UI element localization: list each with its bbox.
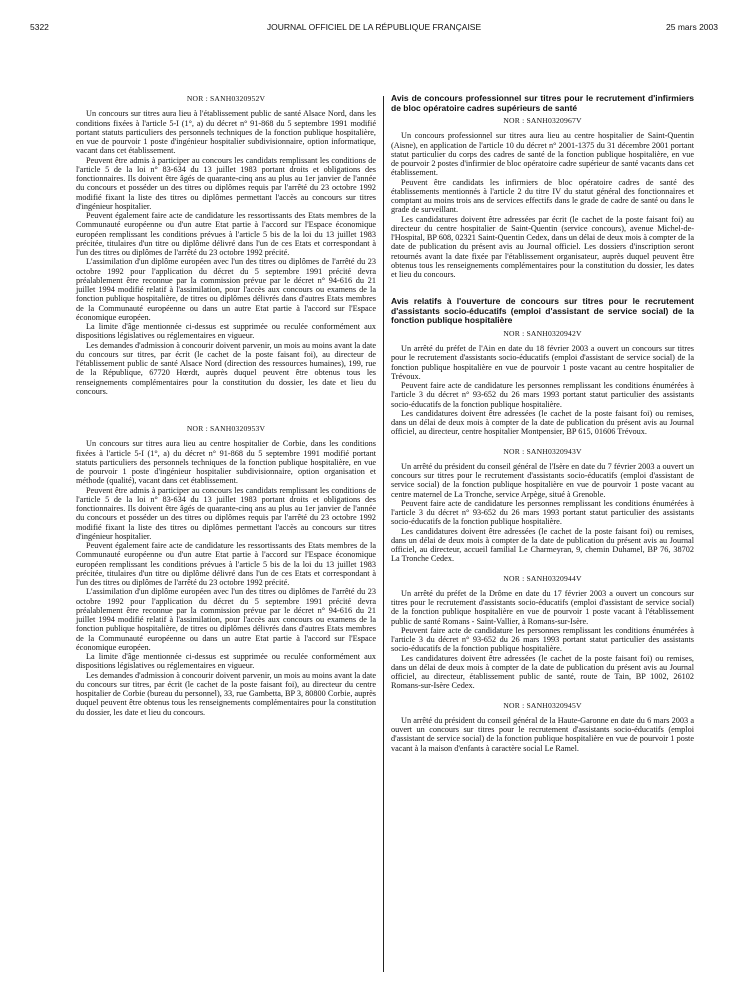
notice-ain (391, 329, 694, 437)
spacer (76, 396, 376, 424)
paragraph: Un arrêté du préfet de la Drôme en date du 17 février 2003 a ouvert un concours sur titres pour le recrutement d'assistants socio-éducatifs (emploi d'assistant de service social) de la fonction publique hospitalière en vue de pourvoir 1 poste vacant à l'établissement public de santé Romans - Saint-Vallier, à Romans-sur-Isère. (391, 588, 694, 626)
paragraph: Peuvent faire acte de candidature les personnes remplissant les conditions énumérées à l'article 3 du décret n° 93-652 du 26 mars 1993 portant statut particulier des assistants socio-éducatifs de la fonction publique hospitalière. (391, 625, 694, 654)
right-column (391, 94, 694, 753)
spacer (391, 691, 694, 701)
paragraph: Peuvent faire acte de candidature les personnes remplissant les conditions énumérées à l'article 3 du décret n° 93-652 du 26 mars 1993 portant statut particulier des assistants socio-éducatifs de la fonction publique hospitalière. (391, 498, 694, 527)
nor-reference: NOR : SANH0320945V (503, 700, 582, 710)
page-number: 5322 (30, 22, 49, 32)
notice-haute-garonne (391, 701, 694, 753)
notice-corbie (76, 424, 376, 717)
spacer (391, 437, 694, 447)
section-infirmiers-bloc (391, 94, 694, 279)
paragraph: Peuvent faire acte de candidature les personnes remplissant les conditions énumérées à l'article 3 du décret n° 93-652 du 26 mars 1993 portant statut particulier des assistants socio-éducatifs de la fonction publique hospitalière. (391, 381, 694, 409)
journal-title: JOURNAL OFFICIEL DE LA RÉPUBLIQUE FRANÇAISE (266, 22, 482, 32)
nor-reference: NOR : SANH0320967V (503, 116, 582, 125)
column-divider (383, 96, 384, 972)
section-title: Avis de concours professionnel sur titres pour le recrutement d'infirmiers de bloc opératoire cadres supérieurs de santé (391, 93, 694, 113)
paragraph: Peuvent être admis à participer au concours les candidats remplissant les conditions de l'article 5 de la loi n° 83-634 du 13 juillet 1983 portant droits et obligations des fonctionnaires. Ils doivent être âgés de quarante-cinq ans au plus au 1er janvier de l'année du concours et posséder un des titres ou diplômes requis par l'arrêté du 23 octobre 1992 modifié fixant la liste des titres ou diplômes permettant l'accès au concours sur titres d'ingénieur hospitalier. (76, 155, 376, 211)
paragraph: Peuvent également faire acte de candidature les ressortissants des Etats membres de la Communauté européenne ou d'un autre Etat partie à l'accord sur l'Espace économique européen remplissant les conditions prévues à l'article 5 bis de la loi du 13 juillet 1983 précitée, titulaires d'un titre ou diplôme délivré dans l'un de ces Etats et correspondant à l'un des titres ou diplômes de l'arrêté du 23 octobre 1992 précité. (76, 541, 376, 587)
notice-alsace-nord (76, 94, 376, 396)
spacer (391, 279, 694, 297)
paragraph: Les candidatures doivent être adressées (le cachet de la poste faisant foi) ou remises, dans un délai de deux mois à compter de la date de publication du présent avis au Journal officiel, au directeur, accueil familial Le Charmeyran, 9, chemin Duhamel, BP 76, 38702 La Tronche Cedex. (391, 526, 694, 564)
nor-reference: NOR : SANH0320942V (503, 328, 582, 338)
paragraph: Les candidatures doivent être adressées par écrit (le cachet de la poste faisant foi) au directeur du centre hospitalier de Saint-Quentin (service concours), avenue Michel-de-l'Hospital, BP 608, 02321 Saint-Quentin Cedex, dans un délai de deux mois à compter de la date de publication du présent avis au Journal officiel. Les dossiers d'inscription seront retournés avant la date fixée par l'établissement organisateur, auprès duquel peuvent être obtenus tous les renseignements complémentaires pour la constitution du dossier, les dates et lieu du concours. (391, 214, 694, 279)
paragraph: Un arrêté du président du conseil général de la Haute-Garonne en date du 6 mars 2003 a ouvert un concours sur titres pour le recrutement d'assistants socio-éducatifs (emploi d'assistant de service social) de la fonction publique hospitalière en vue de pourvoir 1 poste vacant à la maison d'enfants à caractère social Le Ramel. (391, 715, 694, 753)
paragraph: La limite d'âge mentionnée ci-dessus est supprimée ou reculée conformément aux dispositions législatives ou réglementaires en vigueur. (76, 322, 376, 341)
notice-isere (391, 447, 694, 564)
nor-reference: NOR : SANH0320944V (503, 573, 582, 583)
page-header (30, 22, 718, 36)
left-column (76, 94, 376, 717)
paragraph: Peuvent être admis à participer au concours les candidats remplissant les conditions de l'article 5 de la loi n° 83-634 du 13 juillet 1983 portant droits et obligations des fonctionnaires. Ils doivent être âgés de quarante-cinq ans au plus au 1er janvier de l'année du concours et posséder un des titres ou diplômes requis par l'arrêté du 23 octobre 1992 modifié fixant la liste des titres ou diplômes permettant l'accès au concours sur titres d'ingénieur hospitalier. (76, 485, 376, 541)
paragraph: Les demandes d'admission à concourir doivent parvenir, un mois au moins avant la date du concours sur titres, par écrit (le cachet de la poste faisant foi), au directeur du centre hospitalier de Corbie (bureau du personnel), 33, rue Gambetta, BP 3, 80800 Corbie, auprès duquel peuvent être obtenus tous les renseignements complémentaires pour la constitution du dossier, les date et lieu du concours. (76, 670, 376, 717)
spacer (391, 564, 694, 574)
nor-reference: NOR : SANH0320943V (503, 446, 582, 456)
paragraph: Un concours sur titres aura lieu à l'établissement public de santé Alsace Nord, dans les conditions fixées à l'article 5-I (1°, a) du décret n° 91-868 du 5 septembre 1991 modifié portant statuts particuliers des personnels techniques de la fonction publique hospitalière, en vue de pourvoir 1 poste d'ingénieur hospitalier subdivisionnaire, option informatique, vacant dans cet établissement. (76, 109, 376, 156)
paragraph: Les candidatures doivent être adressées (le cachet de la poste faisant foi) ou remises, dans un délai de deux mois à compter de la date de publication du présent avis au Journal officiel, au directeur, établissement public de santé, route de Tain, BP 1002, 26102 Romans-sur-Isère Cedex. (391, 653, 694, 691)
paragraph: L'assimilation d'un diplôme européen avec l'un des titres ou diplômes de l'arrêté du 23 octobre 1992 pour l'application du décret du 5 septembre 1991 précité devra préalablement être reconnue par la commission prévue par le décret n° 94-616 du 21 juillet 1994 modifié relatif à l'assimilation, pour l'accès aux concours ou examens de la fonction publique hospitalière, de titres ou diplômes délivrés dans d'autres Etats membres de la Communauté européenne ou dans un autre Etat partie à l'accord sur l'Espace économique européen. (76, 257, 376, 322)
paragraph: Peuvent être candidats les infirmiers de bloc opératoire cadres de santé des établissements mentionnés à l'article 2 du titre IV du statut général des fonctionnaires et comptant au moins trois ans de services effectifs dans le grade de cadre de santé ou dans le grade de surveillant. (391, 177, 694, 215)
paragraph: Les candidatures doivent être adressées (le cachet de la poste faisant foi) ou remises, dans un délai de deux mois à compter de la date de publication du présent avis au Journal officiel, au directeur, centre hospitalier Montpensier, BP 615, 01606 Trévoux. (391, 408, 694, 437)
paragraph: La limite d'âge mentionnée ci-dessus est supprimée ou reculée conformément aux dispositions législatives ou réglementaires en vigueur. (76, 652, 376, 671)
nor-reference: NOR : SANH0320952V (186, 94, 266, 103)
paragraph: Un arrêté du président du conseil général de l'Isère en date du 7 février 2003 a ouvert un concours sur titres pour le recrutement d'assistants socio-éducatifs (emploi d'assistant de service social) de la fonction publique hospitalière en vue de pourvoir 1 poste vacant au centre maternel de La Tronche, service Arpège, situé à Grenoble. (391, 461, 694, 499)
paragraph: L'assimilation d'un diplôme européen avec l'un des titres ou diplômes de l'arrêté du 23 octobre 1992 pour l'application du décret du 5 septembre 1991 précité devra préalablement être reconnue par la commission prévue par le décret n° 94-616 du 21 juillet 1994 modifié relatif à l'assimilation, pour l'accès aux concours ou examens de la fonction publique hospitalière, de titres ou diplômes délivrés dans d'autres Etats membres de la Communauté européenne ou dans un autre Etat partie à l'accord sur l'Espace économique européen. (76, 587, 376, 652)
paragraph: Un concours sur titres aura lieu au centre hospitalier de Corbie, dans les conditions fixées à l'article 5-I (1°, a) du décret n° 91-868 du 5 septembre 1991 modifié portant statuts particuliers des personnels techniques de la fonction publique hospitalière, en vue de pourvoir 1 poste d'ingénieur hospitalier subdivisionnaire, option organisation et méthode (qualité), vacant dans cet établissement. (76, 439, 376, 486)
paragraph: Peuvent également faire acte de candidature les ressortissants des Etats membres de la Communauté européenne ou d'un autre Etat partie à l'accord sur l'Espace économique européen remplissant les conditions prévues à l'article 5 bis de la loi du 13 juillet 1983 précitée, titulaires d'un titre ou diplôme délivré dans l'un de ces Etats et correspondant à l'un des titres ou diplômes de l'arrêté du 23 octobre 1992 précité. (76, 211, 376, 257)
issue-date: 25 mars 2003 (666, 22, 718, 32)
section-title: Avis relatifs à l'ouverture de concours sur titres pour le recrutement d'assistants socio-éducatifs (emploi d'assistant de service social) de la fonction publique hospitalière (391, 296, 694, 326)
paragraph: Un concours professionnel sur titres aura lieu au centre hospitalier de Saint-Quentin (Aisne), en application de l'article 10 du décret n° 2001-1375 du 31 décembre 2001 portant statut particulier du corps des cadres de santé de la fonction publique hospitalière, en vue de pourvoir 2 postes d'infirmier de bloc opératoire cadre supérieur de santé vacants dans cet établissement. (391, 131, 694, 178)
section-assistants-socio-educatifs (391, 297, 694, 753)
paragraph: Les demandes d'admission à concourir doivent parvenir, un mois au moins avant la date du concours sur titres, par écrit (le cachet de la poste faisant foi), au directeur de l'établissement public de santé Alsace Nord (direction des ressources humaines), 199, rue de la République, 67720 Hœrdt, auprès duquel peuvent être obtenus tous les renseignements complémentaires pour la constitution du dossier, les date et lieu du concours. (76, 340, 376, 396)
paragraph: Un arrêté du préfet de l'Ain en date du 18 février 2003 a ouvert un concours sur titres pour le recrutement d'assistants socio-éducatifs (emploi d'assistant de service social) de la fonction publique hospitalière en vue de pourvoir 1 poste vacant au centre hospitalier de Trévoux. (391, 344, 694, 381)
notice-drome (391, 574, 694, 691)
nor-reference: NOR : SANH0320953V (186, 424, 266, 433)
